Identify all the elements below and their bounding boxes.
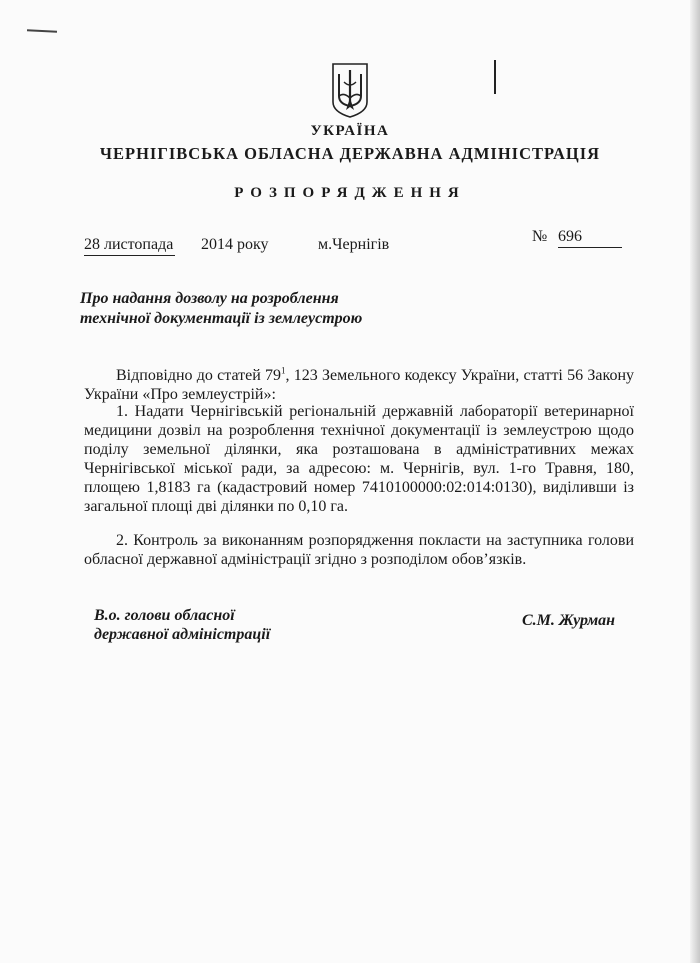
signatory-position bbox=[94, 606, 334, 644]
subject-line-2: технічної документації із землеустрою bbox=[80, 310, 363, 327]
trident-coat-of-arms-icon bbox=[330, 62, 370, 118]
place-of-issue: м.Чернігів bbox=[318, 236, 390, 253]
document-number: 696 bbox=[558, 228, 622, 248]
date-year: 2014 року bbox=[201, 236, 269, 253]
date-day-month: 28 листопада bbox=[84, 236, 175, 256]
signatory-position-line-2: державної адміністрації bbox=[94, 626, 271, 643]
scan-mark-vertical bbox=[494, 60, 496, 94]
scan-mark bbox=[27, 29, 57, 33]
document-type: РОЗПОРЯДЖЕННЯ bbox=[234, 185, 466, 201]
intro-text-end: , 123 Земельного кодексу України, статті 56 Закону України «Про землеустрій»: bbox=[84, 367, 634, 403]
intro-superscript: 1 bbox=[281, 365, 286, 376]
clause-2-text: 2. Контроль за виконанням розпорядження покласти на заступника голови обласної державної адміністрації згідно з розподілом обов’язків. bbox=[84, 532, 634, 568]
clause-1 bbox=[84, 402, 634, 516]
country-title: УКРАЇНА bbox=[310, 123, 390, 139]
signatory-position-line-1: В.о. голови обласної bbox=[94, 607, 235, 624]
intro-paragraph bbox=[84, 366, 634, 404]
administration-title: ЧЕРНІГІВСЬКА ОБЛАСНА ДЕРЖАВНА АДМІНІСТРАЦІЯ bbox=[99, 144, 601, 163]
clause-2 bbox=[84, 531, 634, 569]
intro-text-start: Відповідно до статей 79 bbox=[116, 367, 282, 384]
number-sign: № bbox=[532, 228, 548, 245]
clause-1-text: 1. Надати Чернігівській регіональній державній лабораторії ветеринарної медицини дозвіл на розроблення технічної документації із землеустрою щодо поділу земельної ділянки, яка розташована в адміністративних межах Чернігівської міської ради, за адресою: м. Чернігів, вул. 1-го Травня, 180, площею 1,8183 га (кадастровий номер 7410100000:02:014:0130), виділивши із загальної площі дві ділянки по 0,10 га. bbox=[84, 403, 634, 515]
subject-line-1: Про надання дозволу на розроблення bbox=[80, 290, 339, 307]
document-subject bbox=[80, 289, 400, 329]
signatory-name: С.М. Журман bbox=[522, 612, 616, 629]
